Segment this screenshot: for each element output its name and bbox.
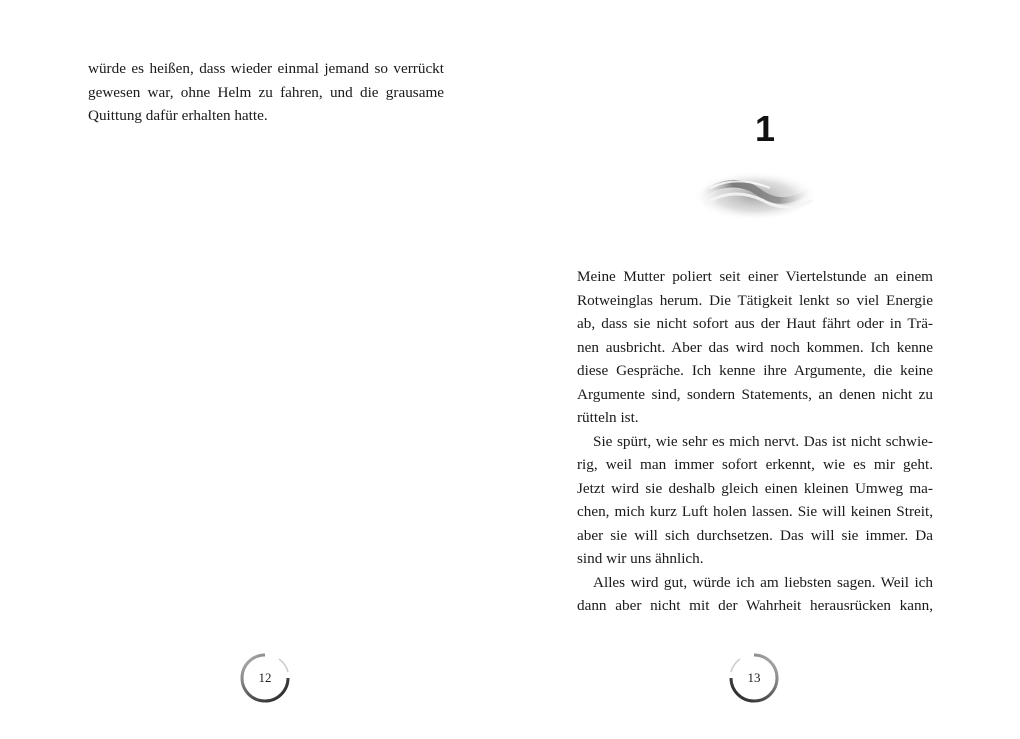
right-page-text <box>577 265 933 618</box>
text-line: Meine Mutter poliert seit einer Viertelstunde an einem <box>577 268 933 285</box>
text-line: Quittung dafür erhalten hatte. <box>88 107 268 124</box>
text-line: Alles wird gut, würde ich am liebsten sagen. Weil ich <box>593 573 933 591</box>
text-line: Jetzt wird sie deshalb gleich einen kleinen Umweg ma- <box>577 479 933 497</box>
wave-ornament-icon <box>690 168 820 224</box>
text-line: gewesen war, ohne Helm zu fahren, und die grausame <box>88 83 444 101</box>
text-line: würde es heißen, dass wieder einmal jemand so verrückt <box>88 60 444 77</box>
text-line: dann aber nicht mit der Wahrheit herausrücken kann, <box>577 597 933 614</box>
page-number-left <box>239 652 291 704</box>
text-line: Argumente sind, sondern Statements, an denen nicht zu <box>577 385 933 403</box>
text-line: nen ausbricht. Aber das wird noch kommen. Ich kenne <box>577 338 933 356</box>
chapter-number-label: 1 <box>755 108 776 149</box>
text-line: rütteln ist. <box>577 409 639 426</box>
page-number-label: 12 <box>258 670 272 685</box>
page-number-label: 13 <box>747 670 761 685</box>
left-page-text <box>88 57 444 128</box>
right-page <box>510 0 1020 739</box>
text-line: rig, weil man immer sofort erkennt, wie es mir geht. <box>577 456 933 473</box>
text-line: ab, dass sie nicht sofort aus der Haut fährt oder in Trä- <box>577 315 933 332</box>
text-line: diese Gespräche. Ich kenne ihre Argumente, die keine <box>577 362 933 379</box>
page-number-right <box>728 652 780 704</box>
text-line: chen, mich kurz Luft holen lassen. Sie will keinen Streit, <box>577 503 933 520</box>
text-line: Rotweinglas herum. Die Tätigkeit lenkt so viel Energie <box>577 291 933 309</box>
text-line: sind wir uns ähnlich. <box>577 550 704 567</box>
text-line: Sie spürt, wie sehr es mich nervt. Das ist nicht schwie- <box>593 432 933 450</box>
text-line: aber sie will sich durchsetzen. Das will sie immer. Da <box>577 526 933 544</box>
